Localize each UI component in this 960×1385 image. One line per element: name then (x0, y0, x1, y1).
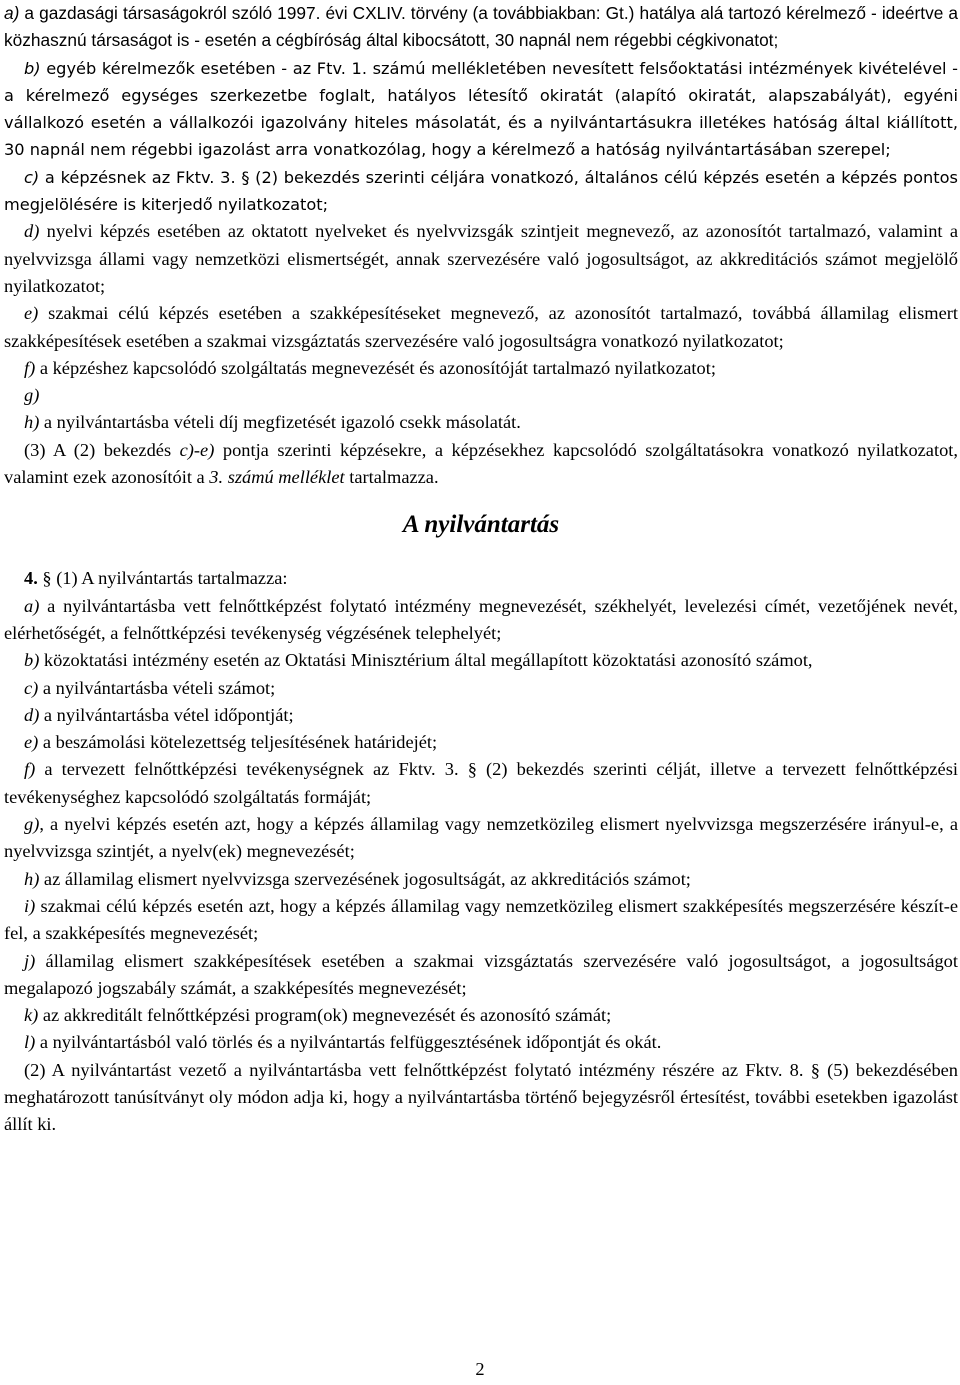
para3-annex-ref: 3. számú melléklet (209, 467, 345, 488)
item-letter: a) (24, 595, 40, 616)
section-number: 4. (24, 568, 38, 589)
item-text: a nyilvántartásba vett felnőttképzést folytató intézmény megnevezését, székhelyét, levelezési címét, vezetőjének nevét, elérhetőségét, a felnőttképzési tevékenység végzésének telephelyét; (4, 595, 958, 643)
spacer (4, 491, 958, 510)
item-text: a nyilvántartásba vételi díj megfizetését igazoló csekk másolatát. (39, 412, 521, 433)
item-letter: b) (24, 650, 40, 671)
item-text: szakmai célú képzés esetén azt, hogy a képzés államilag vagy nemzetközileg elismert szakképesítés megszerzésére készít-e fel, a szakképesítés megnevezését; (4, 895, 958, 944)
list-item-g (4, 811, 958, 866)
list-item-h (4, 866, 958, 893)
item-letter: f) (24, 357, 36, 378)
paragraph-4-2-tanusitvany: (2) A nyilvántartást vezető a nyilvántartásba vett felnőttképzést folytató intézmény részére az Fktv. 8. § (5) bekezdésében meghatározott tanúsítványt oly módon adja ki, hogy a nyilvántartásba történő bejegyzésről értesítést, további esetekben igazolást állít ki. (4, 1059, 958, 1135)
page-number: 2 (475, 1359, 485, 1379)
list-item-f (4, 756, 958, 811)
item-text: közoktatási intézmény esetén az Oktatási Minisztérium által megállapított közoktatási azonosító számot, (39, 650, 813, 671)
list-item-a (4, 593, 958, 648)
item-text: államilag elismert szakképesítések esetében a szakmai vizsgáztatás szervezésére való jogosultságot, a jogosultságot megalapozó jogszabály számát, a szakképesítés megnevezését; (4, 950, 958, 998)
item-text: a tervezett felnőttképzési tevékenységnek az Fktv. 3. § (2) bekezdés szerinti célját, illetve a tervezett felnőttképzési tevékenységhez kapcsolódó szolgáltatás formáját; (4, 759, 958, 807)
item-text: az államilag elismert nyelvvizsga szervezésének jogosultságát, az akkreditációs számot; (39, 868, 691, 889)
list-item-k (4, 1002, 958, 1029)
item-text: a képzéshez kapcsolódó szolgáltatás megnevezését és azonosítóját tartalmazó nyilatkozatot; (35, 357, 716, 378)
item-text: nyelvi képzés esetében az oktatott nyelveket és nyelvvizsgák szintjeit megnevező, az azonosítót tartalmazó, valamint a nyelvvizsga állami vagy nemzetközi elismertségét, annak szervezésére való jogosultságot, az akkreditációs számot megjelölő nyilatkozatot; (4, 221, 958, 296)
item-text: a nyilvántartásból való törlés és a nyilvántartás felfüggesztésének időpontját és okát. (35, 1032, 662, 1053)
item-text: , a nyelvi képzés esetén azt, hogy a képzés államilag vagy nemzetközileg elismert nyelvvizsga megszerzésére irányul-e, a nyelvvizsga szintjét, a nyelv(ek) megnevezését; (4, 814, 958, 862)
section-heading: A nyilvántartás (402, 511, 560, 539)
item-text: az akkreditált felnőttképzési program(ok) megnevezését és azonosító számát; (38, 1005, 612, 1026)
paragraph-a-cegkivonat (4, 0, 958, 55)
item-letter: h) (24, 868, 40, 889)
paragraph-c-kepzes-celja (4, 164, 958, 219)
item-letter: i) (24, 895, 36, 916)
item-letter: b) (24, 58, 41, 78)
item-letter: g) (24, 814, 40, 835)
item-text: a képzésnek az Fktv. 3. § (2) bekezdés szerinti céljára vonatkozó, általános célú képzés esetén a képzés pontos megjelölésére is kiterjedő nyilatkozatot; (4, 167, 958, 215)
list-item-i (4, 893, 958, 948)
item-letter: g) (24, 385, 40, 406)
para3-ref: c)-e) (179, 439, 215, 460)
list-item-c (4, 675, 958, 702)
item-text: a nyilvántartásba vétel időpontját; (39, 704, 294, 725)
para3-mid: pontja szerinti képzésekre, a képzésekhez kapcsolódó szolgáltatásokra vonatkozó nyilatkozatot, valamint ezek azonosítóit a (4, 439, 958, 488)
paragraph-f-szolgaltatas (4, 355, 958, 382)
paragraph-d-nyelvi-kepzes (4, 218, 958, 300)
list-item-l (4, 1029, 958, 1056)
spacer (4, 540, 958, 565)
item-letter: c) (24, 167, 40, 187)
item-letter: a) (4, 3, 20, 23)
list-item-j (4, 948, 958, 1003)
item-text: a gazdasági társaságokról szóló 1997. évi CXLIV. törvény (a továbbiakban: Gt.) hatálya alá tartozó kérelmező - ideértve a közhasznú társaságot is - esetén a cégbíróság által kibocsátott, 30 napnál nem régebbi cégkivonatot; (4, 3, 958, 51)
item-letter: k) (24, 1005, 39, 1026)
paragraph-g-empty (4, 382, 958, 409)
section-intro-text: § (1) A nyilvántartás tartalmazza: (37, 568, 288, 589)
paragraph-h-csekk (4, 409, 958, 436)
item-letter: e) (24, 732, 39, 753)
paragraph-e-szakmai-kepzes (4, 300, 958, 355)
paragraph-b-egyeb-kerelmezok (4, 55, 958, 164)
item-letter: d) (24, 704, 40, 725)
item-text: egyéb kérelmezők esetében - az Ftv. 1. számú mellékletében nevesített felsőoktatási intézmények kivételével - a kérelmező egységes szerkezetbe foglalt, hatályos létesítő okiratát (alapító okiratát, alapszabályát), egyéni vállalkozó esetén a vállalkozói igazolvány hiteles másolatát, és a nyilvántartásukra illetékes hatóság által kiállított, 30 napnál nem régebbi igazolást arra vonatkozólag, hogy a kérelmező a hatóság nyilvántartásában szerepel; (4, 58, 958, 160)
item-letter: l) (24, 1032, 36, 1053)
para3-post: tartalmazza. (344, 467, 439, 488)
list-item-e (4, 729, 958, 756)
list-item-d (4, 702, 958, 729)
item-letter: d) (24, 221, 40, 242)
item-text: szakmai célú képzés esetében a szakképesítéseket megnevező, az azonosítót tartalmazó, továbbá államilag elismert szakképesítések esetében a szakmai vizsgáztatás szervezésére való jogosultságra vonatkozó nyilatkozatot; (4, 303, 958, 351)
para3-pre: (3) A (2) bekezdés (24, 439, 180, 460)
item-text: a nyilvántartásba vételi számot; (38, 677, 276, 698)
item-letter: e) (24, 303, 39, 324)
item-text: a beszámolási kötelezettség teljesítésének határidejét; (38, 732, 438, 753)
document-page (4, 0, 958, 1139)
item-letter: f) (24, 759, 36, 780)
paragraph-4-1-intro (4, 565, 958, 592)
list-item-b (4, 647, 958, 674)
item-letter: j) (24, 950, 36, 971)
paragraph-3-mellek (4, 437, 958, 492)
item-letter: c) (24, 677, 39, 698)
item-letter: h) (24, 412, 40, 433)
